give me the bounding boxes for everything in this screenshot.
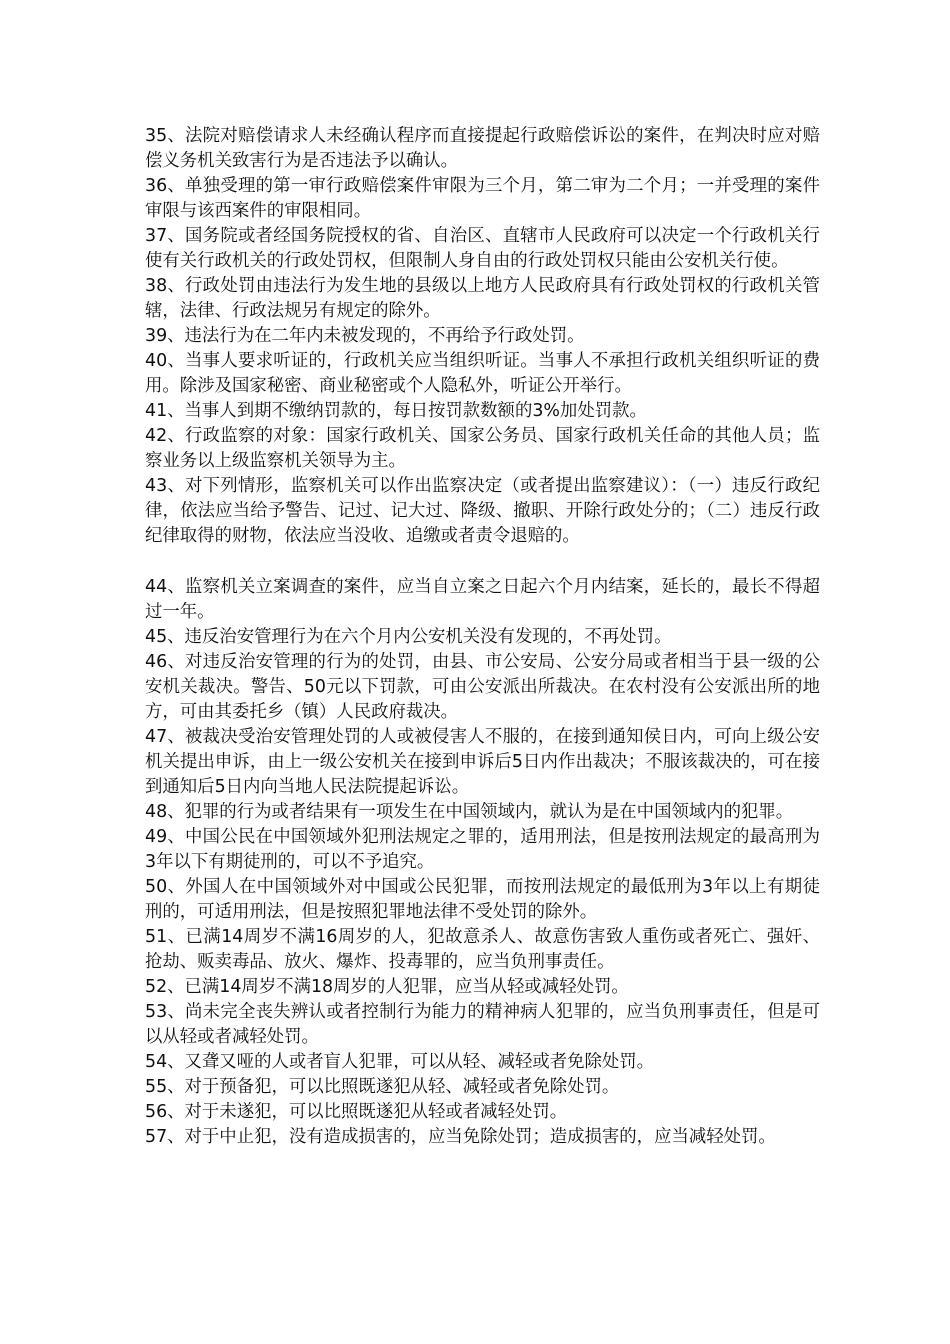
clause-46: 46、对违反治安管理的行为的处罚，由县、市公安局、公安分局或者相当于县一级的公安机关裁决。警告、50元以下罚款，可由公安派出所裁决。在农村没有公安派出所的地方，可由其委托乡（镇）人民政府裁决。 [145, 652, 820, 722]
clause-37: 37、国务院或者经国务院授权的省、自治区、直辖市人民政府可以决定一个行政机关行使有关行政机关的行政处罚权，但限制人身自由的行政处罚权只能由公安机关行使。 [145, 226, 820, 271]
clause-51: 51、已满14周岁不满16周岁的人，犯故意杀人、故意伤害致人重伤或者死亡、强奸、抢劫、贩卖毒品、放火、爆炸、投毒罪的，应当负刑事责任。 [145, 927, 820, 972]
clause-49: 49、中国公民在中国领域外犯刑法规定之罪的，适用刑法，但是按刑法规定的最高刑为3年以下有期徒刑的，可以不予追究。 [145, 827, 820, 872]
clause-52: 52、已满14周岁不满18周岁的人犯罪，应当从轻或减轻处罚。 [145, 977, 629, 997]
clause-48: 48、犯罪的行为或者结果有一项发生在中国领域内，就认为是在中国领域内的犯罪。 [145, 802, 794, 822]
clause-57: 57、对于中止犯，没有造成损害的，应当免除处罚；造成损害的，应当减轻处罚。 [145, 1127, 776, 1147]
clause-39: 39、违法行为在二年内未被发现的，不再给予行政处罚。 [145, 326, 585, 346]
clause-44: 44、监察机关立案调查的案件，应当自立案之日起六个月内结案，延长的，最长不得超过一年。 [145, 577, 820, 622]
clause-35: 35、法院对赔偿请求人未经确认程序而直接提起行政赔偿诉讼的案件，在判决时应对赔偿义务机关致害行为是否违法予以确认。 [145, 126, 820, 171]
clause-50: 50、外国人在中国领域外对中国或公民犯罪，而按刑法规定的最低刑为3年以上有期徒刑的，可适用刑法，但是按照犯罪地法律不受处罚的除外。 [145, 877, 820, 922]
clause-43: 43、对下列情形，监察机关可以作出监察决定（或者提出监察建议）：（一）违反行政纪律，依法应当给予警告、记过、记大过、降级、撤职、开除行政处分的；（二）违反行政纪律取得的财物，依法应当没收、追缴或者责令退赔的。 [145, 476, 820, 546]
clause-53: 53、尚未完全丧失辨认或者控制行为能力的精神病人犯罪的，应当负刑事责任，但是可以从轻或者减轻处罚。 [145, 1002, 820, 1047]
clause-38: 38、行政处罚由违法行为发生地的县级以上地方人民政府具有行政处罚权的行政机关管辖，法律、行政法规另有规定的除外。 [145, 276, 820, 321]
clause-42: 42、行政监察的对象：国家行政机关、国家公务员、国家行政机关任命的其他人员；监察业务以上级监察机关领导为主。 [145, 426, 820, 471]
clause-56: 56、对于未遂犯，可以比照既遂犯从轻或者减轻处罚。 [145, 1102, 568, 1122]
clause-45: 45、违反治安管理行为在六个月内公安机关没有发现的，不再处罚。 [145, 627, 672, 647]
clause-55: 55、对于预备犯，可以比照既遂犯从轻、减轻或者免除处罚。 [145, 1077, 620, 1097]
clause-47: 47、被裁决受治安管理处罚的人或被侵害人不服的，在接到通知侯日内，可向上级公安机关提出申诉，由上一级公安机关在接到申诉后5日内作出裁决；不服该裁决的，可在接到通知后5日内向当地人民法院提起诉讼。 [145, 727, 820, 797]
clause-40: 40、当事人要求听证的，行政机关应当组织听证。当事人不承担行政机关组织听证的费用。除涉及国家秘密、商业秘密或个人隐私外，听证公开举行。 [145, 351, 820, 396]
clause-54: 54、又聋又哑的人或者盲人犯罪，可以从轻、减轻或者免除处罚。 [145, 1052, 655, 1072]
clause-36: 36、单独受理的第一审行政赔偿案件审限为三个月，第二审为二个月；一并受理的案件审限与该西案件的审限相同。 [145, 176, 820, 221]
clause-41: 41、当事人到期不缴纳罚款的，每日按罚款数额的3%加处罚款。 [145, 401, 647, 421]
document-body [145, 124, 820, 1150]
paragraph-spacer [145, 549, 820, 575]
